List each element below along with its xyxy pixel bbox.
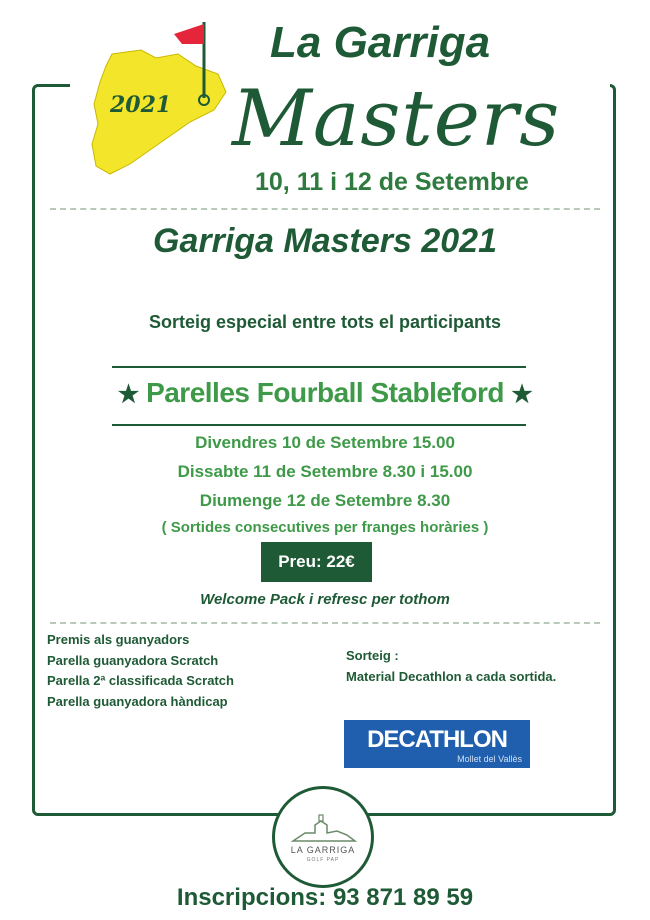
decathlon-brand: DECATHLON xyxy=(367,726,507,753)
schedule-note: ( Sortides consecutives per franges horàries ) xyxy=(161,519,489,536)
catalonia-map-icon xyxy=(86,14,236,194)
draw-text: Material Decathlon a cada sortida. xyxy=(346,669,557,684)
title-line1: La Garriga xyxy=(270,18,491,67)
event-subtitle: Sorteig especial entre tots el participants xyxy=(148,312,502,332)
format-top-rule xyxy=(112,366,526,368)
star-icon: ★ xyxy=(117,381,139,408)
schedule-item: Diumenge 12 de Setembre 8.30 xyxy=(199,491,451,510)
dashed-divider xyxy=(50,208,600,210)
star-icon: ★ xyxy=(511,381,533,408)
prizes-title: Premis als guanyadors xyxy=(47,632,190,647)
prize-item: Parella guanyadora Scratch xyxy=(47,652,219,668)
draw-info xyxy=(346,645,556,687)
prizes-list xyxy=(47,630,234,712)
golf-flag-icon xyxy=(174,24,204,44)
map-year: 2021 xyxy=(110,92,172,118)
schedule-item: Dissabte 11 de Setembre 8.30 i 15.00 xyxy=(177,462,473,481)
dashed-divider xyxy=(50,622,600,624)
format-label: Parelles Fourball Stableford xyxy=(146,377,504,408)
contact-phone: Inscripcions: 93 871 89 59 xyxy=(176,884,474,911)
event-heading: Garriga Masters 2021 xyxy=(153,222,497,260)
club-crest-icon xyxy=(272,786,374,888)
price-badge: Preu: 22€ xyxy=(261,542,372,582)
prize-item: Parella 2ª classificada Scratch xyxy=(47,673,234,688)
club-tagline: GOLF PAP xyxy=(306,857,340,863)
club-building xyxy=(275,791,371,851)
title-line2: Masters xyxy=(232,74,561,164)
format-bottom-rule xyxy=(112,424,526,426)
draw-title: Sorteig : xyxy=(346,648,399,663)
welcome-text: Welcome Pack i refresc per tothom xyxy=(200,591,450,608)
decathlon-location: Mollet del Vallès xyxy=(457,754,522,764)
decathlon-logo xyxy=(344,720,530,768)
prize-item: Parella guanyadora hàndicap xyxy=(47,693,228,709)
club-name: LA GARRIGA xyxy=(290,845,356,855)
format-line xyxy=(0,377,650,409)
event-dates: 10, 11 i 12 de Setembre xyxy=(255,168,529,196)
schedule-item: Divendres 10 de Setembre 15.00 xyxy=(195,433,455,452)
